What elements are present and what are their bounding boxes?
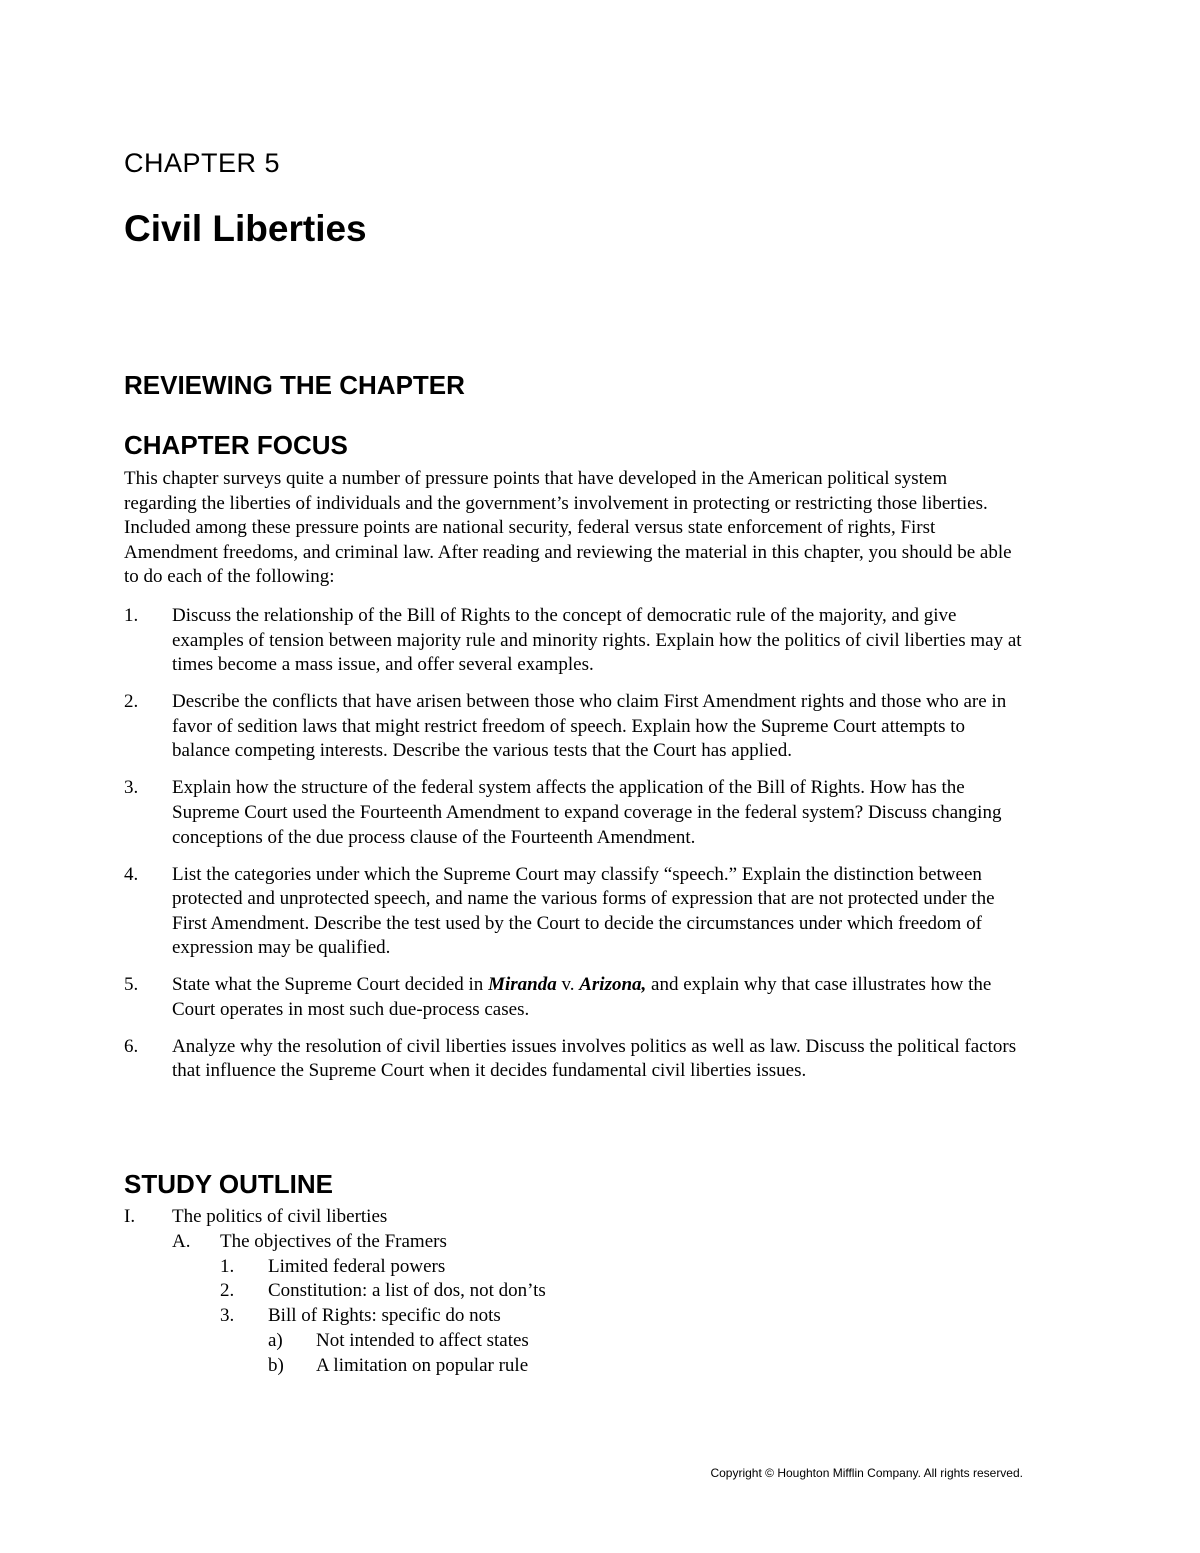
outline-text: Constitution: a list of dos, not don’ts — [268, 1280, 546, 1302]
objective-text: Describe the conflicts that have arisen between those who claim First Amendment rights and those who are in favor of sedition laws that might restrict freedom of speech. Explain how the Supreme Court attempts to balance competing interests. Describe the various tests that the Court has applied. — [172, 691, 1007, 762]
outline-marker: I. — [124, 1206, 136, 1227]
case-name-arizona: Arizona, — [579, 974, 647, 996]
outline-item — [124, 1279, 1024, 1304]
study-outline — [124, 1205, 1024, 1379]
objective-text — [172, 974, 991, 1020]
objective-number: 5. — [124, 974, 139, 996]
heading-reviewing-the-chapter: REVIEWING THE CHAPTER — [124, 370, 465, 400]
objective-item — [124, 1035, 1024, 1084]
objective-text: List the categories under which the Supreme Court may classify “speech.” Explain the distinction between protected and unprotected speech, and name the various forms of expression that are not protected under the First Amendment. Describe the test used by the Court to decide the circumstances under which freedom of expression may be qualified. — [172, 863, 995, 959]
outline-marker: A. — [172, 1230, 191, 1252]
objective-text: Explain how the structure of the federal system affects the application of the Bill of Rights. How has the Supreme Court used the Fourteenth Amendment to expand coverage in the federal system? Discuss changing conceptions of the due process clause of the Fourteenth Amendment. — [172, 777, 1002, 848]
objective-item — [124, 863, 1024, 961]
chapter-focus-intro: This chapter surveys quite a number of pressure points that have developed in the American political system regarding the liberties of individuals and the government’s involvement in protecting or restricting those liberties. Included among these pressure points are national security, federal versus state enforcement of rights, First Amendment freedoms, and criminal law. After reading and reviewing the material in this chapter, you should be able to do each of the following: — [124, 468, 1012, 588]
objective-number: 3. — [124, 777, 139, 799]
outline-text: A limitation on popular rule — [316, 1354, 529, 1376]
outline-item — [124, 1354, 1024, 1379]
outline-marker: 2. — [220, 1280, 235, 1302]
case-versus: v. — [556, 974, 580, 996]
outline-item — [124, 1255, 1024, 1280]
objective-number: 6. — [124, 1035, 139, 1057]
outline-marker: 1. — [220, 1255, 235, 1277]
chapter-title: Civil Liberties — [124, 208, 367, 249]
heading-study-outline: STUDY OUTLINE — [124, 1169, 333, 1199]
objective-item — [124, 604, 1024, 678]
objective-text: Analyze why the resolution of civil liberties issues involves politics as well as law. Discuss the political factors that influence the Supreme Court when it decides fundamental civil liberties issues. — [172, 1035, 1017, 1082]
outline-marker: b) — [268, 1354, 284, 1376]
objective-item — [124, 776, 1024, 850]
objective-item — [124, 973, 1024, 1022]
objectives-list — [124, 604, 1024, 1096]
outline-marker: a) — [268, 1329, 283, 1351]
outline-item — [124, 1205, 1024, 1230]
outline-marker: 3. — [220, 1305, 235, 1327]
objective-item — [124, 690, 1024, 764]
outline-item — [124, 1329, 1024, 1354]
objective-number: 4. — [124, 863, 139, 885]
copyright-footer: Copyright © Houghton Mifflin Company. All rights reserved. — [710, 1466, 1023, 1480]
outline-text: Limited federal powers — [268, 1255, 446, 1277]
outline-text: Bill of Rights: specific do nots — [268, 1305, 501, 1327]
outline-text: The politics of civil liberties — [172, 1206, 388, 1227]
outline-text: The objectives of the Framers — [220, 1230, 447, 1252]
objective-text: Discuss the relationship of the Bill of Rights to the concept of democratic rule of the majority, and give examples of tension between majority rule and minority rights. Explain how the politics of civil liberties may at times become a mass issue, and offer several examples. — [172, 605, 1022, 676]
objective-number: 2. — [124, 691, 139, 713]
objective-number: 1. — [124, 605, 139, 626]
chapter-label: CHAPTER 5 — [124, 148, 281, 178]
heading-chapter-focus: CHAPTER FOCUS — [124, 430, 348, 460]
objective-text-after: and explain why that case illustrates how the Court operates in most such due-process cases. — [172, 974, 992, 1020]
outline-item — [124, 1230, 1024, 1255]
outline-item — [124, 1304, 1024, 1329]
objective-text-before: State what the Supreme Court decided in — [172, 974, 489, 996]
outline-text: Not intended to affect states — [316, 1329, 529, 1351]
case-name-miranda: Miranda — [488, 974, 557, 996]
